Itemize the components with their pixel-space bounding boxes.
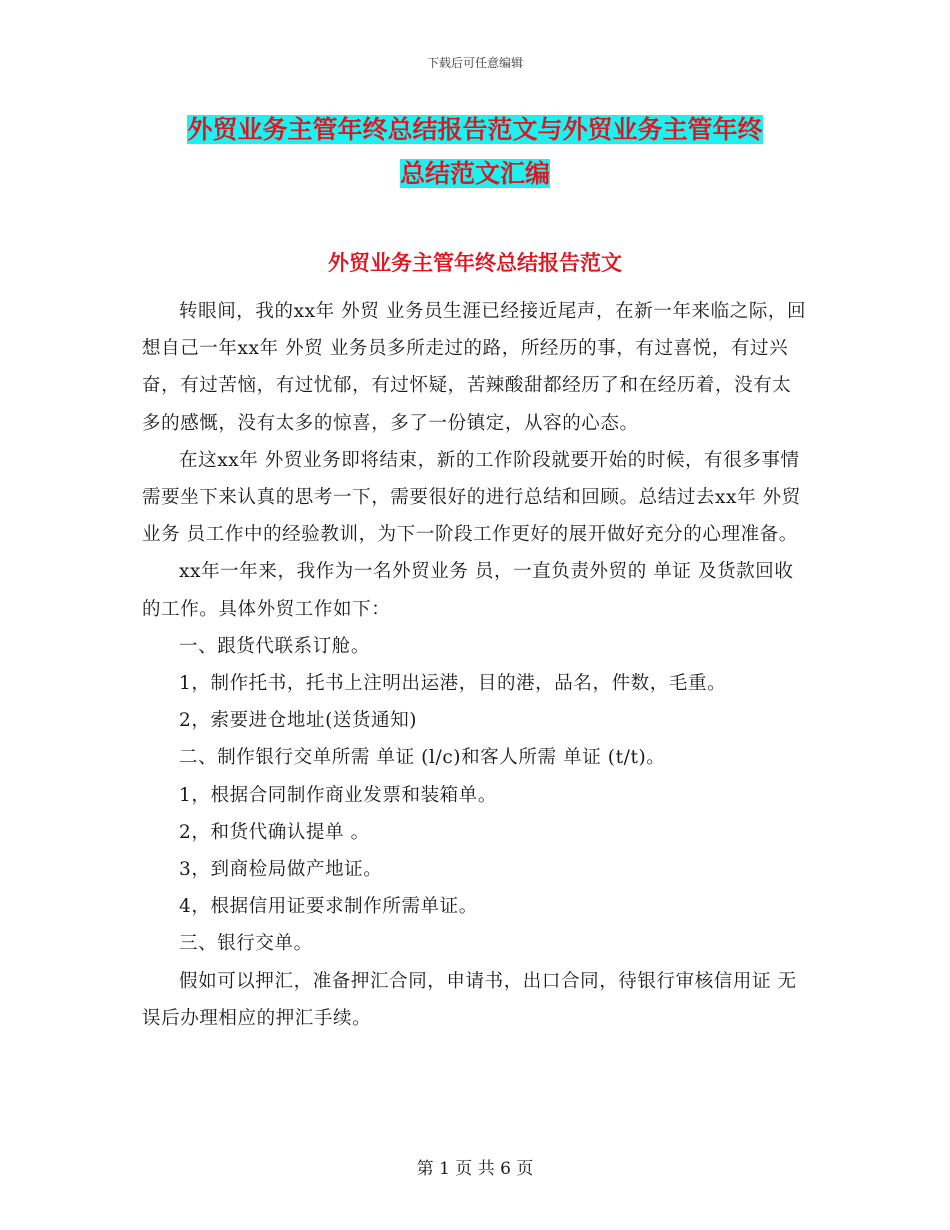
list-item: 1，根据合同制作商业发票和装箱单。 <box>179 784 497 806</box>
document-title-line-2: 总结范文汇编 <box>399 159 550 188</box>
list-heading: 一、跟货代联系订舱。 <box>179 635 371 657</box>
list-heading: 二、制作银行交单所需 单证 (l/c)和客人所需 单证 (t/t)。 <box>179 747 666 769</box>
paragraph: 假如可以押汇，准备押汇合同，申请书，出口合同，待银行审核信用证 无误后办理相应的押汇手续。 <box>142 970 797 1029</box>
document-title <box>140 108 810 196</box>
section-title: 外贸业务主管年终总结报告范文 <box>328 251 622 275</box>
list-item: 2，索要进仓地址(送货通知) <box>179 710 418 732</box>
paragraph: 转眼间，我的xx年 外贸 业务员生涯已经接近尾声，在新一年来临之际，回想自己一年xx年 外贸 业务员多所走过的路，所经历的事，有过喜悦，有过兴奋，有过苦恼，有过忧郁，有过怀疑，苦辣酸甜都经历了和在经历着，没有太多的感慨，没有太多的惊喜，多了一份镇定，从容的心态。 <box>142 301 807 434</box>
document-body <box>142 293 810 1037</box>
document-title-line-1: 外贸业务主管年终总结报告范文与外贸业务主管年终 <box>187 115 763 144</box>
list-item: 3，到商检局做产地证。 <box>179 859 383 881</box>
page-header-note: 下载后可任意编辑 <box>426 56 523 70</box>
list-heading: 三、银行交单。 <box>179 933 313 955</box>
list-item: 2，和货代确认提单 。 <box>179 821 370 843</box>
list-item: 4，根据信用证要求制作所需单证。 <box>179 896 478 918</box>
paragraph: xx年一年来，我作为一名外贸业务 员，一直负责外贸的 单证 及货款回收的工作。具体外贸工作如下： <box>142 561 794 620</box>
list-item: 1，制作托书，托书上注明出运港，目的港，品名，件数，毛重。 <box>179 673 727 695</box>
page-footer-number: 第 1 页 共 6 页 <box>416 1159 534 1179</box>
paragraph: 在这xx年 外贸业务即将结束，新的工作阶段就要开始的时候，有很多事情需要坐下来认真的思考一下，需要很好的进行总结和回顾。总结过去xx年 外贸业务 员工作中的经验教训，为下一阶段工作更好的展开做好充分的心理准备。 <box>142 449 801 546</box>
